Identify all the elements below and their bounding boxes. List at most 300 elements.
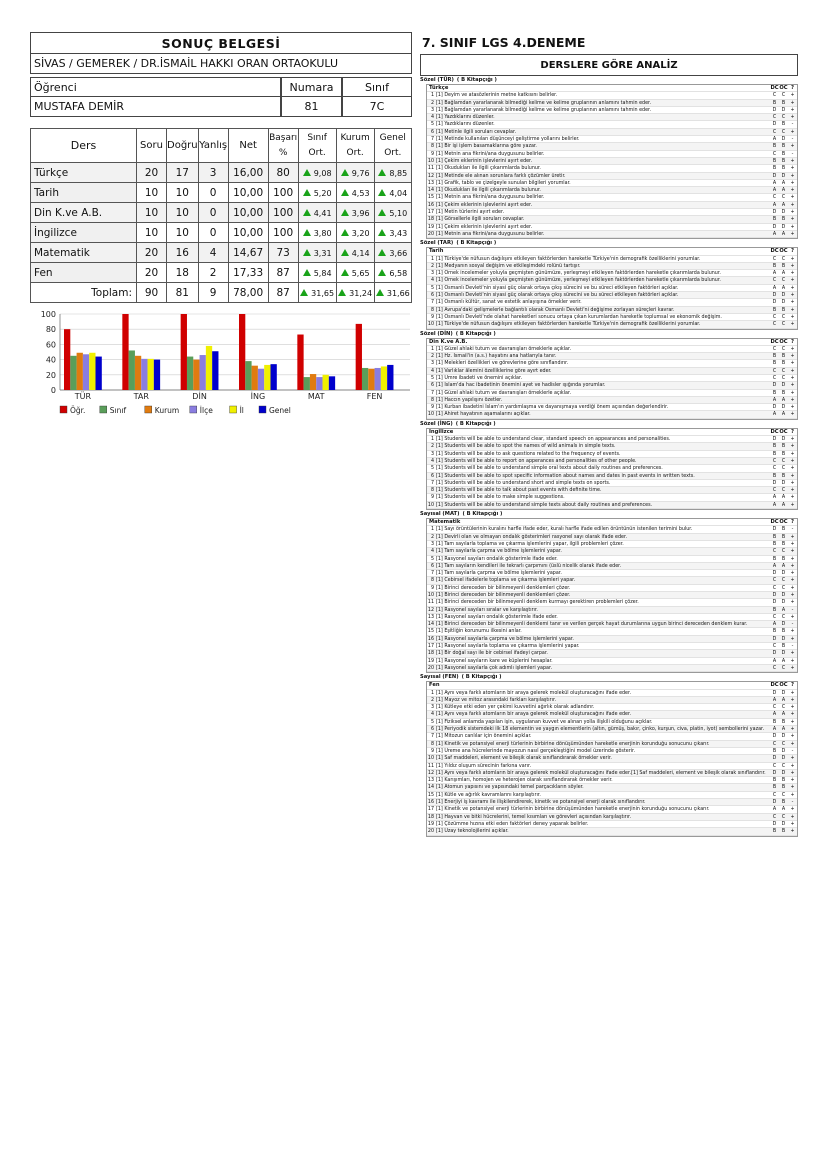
booklet-label: ( B Kitapçığı ) [462, 511, 503, 518]
outcome-text: [1] Osmanlı Devleti'nin siyasi güç olarak ortaya çıkış sürecini ve bu süreci etkileyen faktörleri açıklar. [436, 293, 679, 299]
average-value: 5,20 [313, 188, 332, 198]
question-row [427, 353, 797, 360]
yanlis-cell: 0 [198, 223, 228, 243]
question-number: 8 [430, 741, 434, 747]
question-number: 4 [430, 368, 434, 374]
analysis-table [426, 428, 798, 510]
student-answer: D [781, 383, 786, 389]
outcome-text: [1] Bir doğal sayı ile bir cebirsel ifadeyi çarpar. [436, 651, 548, 657]
dogru-cell: 18 [167, 263, 199, 283]
question-number: 7 [430, 571, 434, 577]
bar [271, 364, 277, 390]
outcome-text: [1] Rasyonel sayılarla çok adımlı işlemleri yapar. [436, 665, 553, 671]
result-mark: + [790, 412, 795, 418]
average-value: 5,84 [313, 268, 332, 278]
outcome-text: [1] Aynı veya farklı atomların bir araya gelerek molekül oluşturacağını ifade eder.[1] Saf maddeleri, element ve bileşik olarak sınıflandırır. [436, 770, 766, 776]
result-mark: + [790, 600, 795, 606]
result-mark: + [790, 502, 795, 508]
outcome-text: [1] Birinci dereceden bir bilinmeyenli denklemleri çözer. [436, 585, 571, 591]
legend-swatch [100, 406, 107, 413]
question-row [427, 777, 797, 784]
question-row [427, 136, 797, 143]
trend-up-icon [303, 209, 311, 216]
average-value: 3,96 [351, 208, 370, 218]
correct-answer: B [772, 166, 777, 172]
question-row [427, 636, 797, 643]
result-mark: + [790, 93, 795, 99]
correct-answer: A [772, 502, 777, 508]
question-row [427, 194, 797, 201]
correct-answer: D [772, 437, 777, 443]
average-value: 8,85 [389, 168, 408, 178]
correct-answer: D [772, 734, 777, 740]
col-result-header: ? [790, 248, 794, 255]
net-cell: 78,00 [228, 283, 268, 303]
outcome-text: [1] Aynı veya farklı atomların bir araya gelerek molekül oluşturacağını ifade eder. [436, 712, 632, 718]
subject-name: Fen [31, 263, 137, 283]
correct-answer: B [772, 361, 777, 367]
outcome-text: [1] Medyanın sosyal değişim ve etkileşimdeki rolünü tartışır. [436, 263, 581, 269]
student-answer: D [781, 821, 786, 827]
student-answer: C [781, 314, 786, 320]
result-mark: + [790, 488, 795, 494]
question-row [427, 577, 797, 584]
col-oc-header: ÖC [779, 519, 788, 526]
col-oc-header: ÖC [779, 85, 788, 91]
result-mark: + [790, 785, 795, 791]
sinif-average [298, 163, 336, 183]
outcome-text: [1] Hz. İsmail'in (a.s.) hayatını ana hatlarıyla tanır. [436, 354, 557, 360]
question-number: 12 [427, 607, 434, 613]
student-answer: D [781, 748, 786, 754]
question-number: 18 [427, 651, 434, 657]
col-result-header: ? [790, 682, 794, 689]
dogru-cell: 81 [167, 283, 199, 303]
question-number: 1 [430, 93, 434, 99]
outcome-text: [1] Osmanlı Devleti'nin siyasi güç olarak ortaya çıkış sürecini ve bu süreci etkileyen faktörleri açıklar. [436, 285, 679, 291]
question-number: 13 [427, 180, 434, 186]
bar [64, 329, 70, 390]
question-row [427, 650, 797, 657]
student-answer: C [781, 578, 786, 584]
net-cell: 14,67 [228, 243, 268, 263]
y-tick-label: 80 [45, 325, 56, 335]
correct-answer: A [772, 563, 777, 569]
result-mark: + [790, 144, 795, 150]
outcome-text: [1] Students will be able to talk about past events with definite time. [436, 488, 602, 494]
subject-name: Matematik [31, 243, 137, 263]
average-value: 31,24 [349, 288, 373, 298]
result-mark: + [790, 480, 795, 486]
col-genel: Genel Ort. [374, 129, 411, 163]
average-value: 9,08 [313, 168, 332, 178]
x-tick-label: TAR [133, 392, 149, 401]
question-number: 5 [430, 556, 434, 562]
question-row [427, 397, 797, 404]
question-row [427, 570, 797, 577]
student-answer: B [781, 307, 786, 313]
question-number: 8 [430, 578, 434, 584]
question-row [427, 726, 797, 733]
student-answer: D [781, 734, 786, 740]
correct-answer: D [772, 405, 777, 411]
outcome-text: [1] Enerjiyi iş kavramı ile ilişkilendirerek, kinetik ve potansiyel enerji olarak sınıflandırır. [436, 800, 646, 806]
bar [252, 366, 258, 390]
correct-answer: C [772, 585, 777, 591]
result-mark: + [790, 734, 795, 740]
average-value: 4,53 [351, 188, 370, 198]
correct-answer: C [772, 458, 777, 464]
section-label: Sözel (DİN) [420, 330, 453, 337]
result-mark: + [790, 361, 795, 367]
question-row [427, 202, 797, 209]
question-number: 14 [427, 785, 434, 791]
student-number: 81 [281, 97, 342, 117]
correct-answer: A [772, 658, 777, 664]
question-row [427, 209, 797, 216]
basari-cell: 73 [268, 243, 298, 263]
question-row [427, 599, 797, 606]
question-number: 1 [430, 527, 434, 533]
question-number: 5 [430, 122, 434, 128]
question-row [427, 368, 797, 375]
correct-answer: A [772, 137, 777, 143]
result-mark: - [791, 748, 794, 754]
kurum-average [336, 223, 374, 243]
question-row [427, 180, 797, 187]
result-mark: - [791, 800, 794, 806]
genel-average [374, 183, 411, 203]
result-mark: - [791, 622, 794, 628]
correct-answer: B [772, 144, 777, 150]
correct-answer: A [772, 412, 777, 418]
average-value: 31,65 [311, 288, 335, 298]
bar [193, 360, 199, 390]
result-mark: + [790, 556, 795, 562]
outcome-text: [1] Tam sayılarla toplama ve çıkarma işlemlerini yapar, ilgili problemleri çözer. [436, 541, 624, 547]
student-answer: B [781, 785, 786, 791]
question-number: 16 [427, 202, 434, 208]
analysis-table [426, 84, 798, 239]
net-cell: 10,00 [228, 203, 268, 223]
correct-answer: B [772, 451, 777, 457]
student-answer: D [781, 651, 786, 657]
question-row [427, 458, 797, 465]
question-number: 7 [430, 137, 434, 143]
section-label: Sayısal (FEN) [420, 674, 459, 681]
question-number: 11 [427, 166, 434, 172]
question-number: 12 [427, 173, 434, 179]
question-number: 11 [427, 763, 434, 769]
table-row [31, 223, 412, 243]
result-mark: + [790, 100, 795, 106]
outcome-text: [1] Yazdıklarını düzenler. [436, 115, 495, 121]
correct-answer: D [772, 527, 777, 533]
outcome-text: [1] Eşitliğin korunumu ilkesini anlar. [436, 629, 522, 635]
outcome-text: [1] Students will be able to understand short and simple texts on sports. [436, 480, 611, 486]
trend-up-icon [378, 209, 386, 216]
trend-up-icon [338, 289, 346, 296]
trend-up-icon [376, 289, 384, 296]
result-mark: + [790, 829, 795, 835]
question-row [427, 187, 797, 194]
trend-up-icon [303, 169, 311, 176]
bar [316, 377, 322, 390]
legend-label: Sınıf [109, 406, 127, 415]
legend-swatch [259, 406, 266, 413]
question-row [427, 585, 797, 592]
trend-up-icon [303, 229, 311, 236]
result-mark: + [790, 705, 795, 711]
student-answer: D [781, 756, 786, 762]
correct-answer: A [772, 285, 777, 291]
student-answer: C [781, 368, 786, 374]
yanlis-cell: 2 [198, 263, 228, 283]
question-row [427, 473, 797, 480]
results-bar-chart [30, 310, 412, 430]
result-mark: + [790, 690, 795, 696]
genel-average [374, 243, 411, 263]
student-answer: D [781, 300, 786, 306]
result-mark: + [790, 293, 795, 299]
bar [304, 377, 310, 390]
analysis-title: DERSLERE GÖRE ANALİZ [420, 54, 798, 76]
result-mark: + [790, 180, 795, 186]
average-value: 3,43 [389, 228, 408, 238]
result-mark: + [790, 271, 795, 277]
outcome-text: [1] Metinde ele alınan sorunlara farklı çözümler üretir. [436, 173, 566, 179]
col-dc-header: DC [770, 682, 779, 689]
question-number: 3 [430, 361, 434, 367]
correct-answer: A [772, 188, 777, 194]
result-mark: + [790, 397, 795, 403]
net-cell: 16,00 [228, 163, 268, 183]
student-answer: B [781, 719, 786, 725]
correct-answer: C [772, 792, 777, 798]
result-mark: + [790, 629, 795, 635]
yanlis-cell: 3 [198, 163, 228, 183]
question-row [427, 165, 797, 172]
student-answer: D [781, 622, 786, 628]
outcome-text: [1] Metnin ana fikrini/ana duygusunu belirler. [436, 195, 545, 201]
outcome-text: [1] Metin türlerini ayırt eder. [436, 210, 505, 216]
result-mark: + [790, 571, 795, 577]
question-row [427, 114, 797, 121]
legend-swatch [60, 406, 67, 413]
correct-answer: D [772, 122, 777, 128]
correct-answer: B [772, 100, 777, 106]
outcome-text: [1] Kurban ibadetini İslam'ın yardımlaşma ve dayanışmaya verdiği önem açısından değerlendirir. [436, 405, 669, 411]
question-row [427, 556, 797, 563]
student-answer: C [781, 322, 786, 328]
student-answer: B [781, 151, 786, 157]
student-answer: B [781, 800, 786, 806]
question-row [427, 770, 797, 777]
student-answer: B [781, 527, 786, 533]
correct-answer: A [772, 397, 777, 403]
student-answer: A [781, 397, 786, 403]
question-number: 15 [427, 629, 434, 635]
col-oc-header: ÖC [779, 248, 788, 255]
student-answer: D [781, 210, 786, 216]
section-header [420, 77, 798, 84]
question-row [427, 263, 797, 270]
result-mark: + [790, 770, 795, 776]
question-row [427, 314, 797, 321]
net-cell: 10,00 [228, 183, 268, 203]
question-row [427, 224, 797, 231]
correct-answer: D [772, 210, 777, 216]
result-mark: - [791, 527, 794, 533]
student-answer: A [781, 202, 786, 208]
question-row [427, 526, 797, 533]
correct-answer: D [772, 636, 777, 642]
analysis-table [426, 247, 798, 329]
student-answer: B [781, 556, 786, 562]
result-mark: + [790, 107, 795, 113]
question-number: 5 [430, 466, 434, 472]
student-answer: D [781, 600, 786, 606]
table-row [31, 183, 412, 203]
question-number: 3 [430, 271, 434, 277]
result-mark: + [790, 763, 795, 769]
booklet-label: ( B Kitapçığı ) [456, 77, 497, 83]
result-mark: + [790, 458, 795, 464]
result-panel [30, 32, 412, 303]
result-mark: + [790, 593, 795, 598]
question-row [427, 451, 797, 458]
correct-answer: D [772, 593, 777, 598]
result-mark: + [790, 202, 795, 208]
net-cell: 17,33 [228, 263, 268, 283]
section-label: Sözel (TÜR) [420, 77, 454, 83]
analysis-table-header [427, 519, 797, 526]
question-number: 14 [427, 622, 434, 628]
student-answer: B [781, 361, 786, 367]
section-header [420, 421, 798, 428]
result-mark: + [790, 807, 795, 813]
correct-answer: C [772, 129, 777, 135]
correct-answer: A [772, 622, 777, 628]
student-answer: D [781, 636, 786, 642]
outcome-text: [1] Students will be able to understand simple oral texts about daily routines and preferences. [436, 466, 663, 472]
student-answer: B [781, 451, 786, 457]
trend-up-icon [300, 289, 308, 296]
student-answer: A [781, 180, 786, 186]
result-mark: + [790, 585, 795, 591]
student-answer: C [781, 93, 786, 99]
genel-average [374, 263, 411, 283]
result-mark: + [790, 354, 795, 360]
bar [381, 366, 387, 390]
student-answer: B [781, 390, 786, 396]
student-answer: C [781, 458, 786, 464]
analysis-table-header [427, 248, 797, 255]
correct-answer: B [772, 829, 777, 835]
table-row [31, 163, 412, 183]
question-row [427, 256, 797, 263]
col-dc-header: DC [770, 338, 779, 345]
question-number: 1 [430, 690, 434, 696]
result-mark: + [790, 263, 795, 269]
question-row [427, 643, 797, 650]
result-mark: + [790, 188, 795, 194]
trend-up-icon [378, 189, 386, 196]
basari-cell: 87 [268, 263, 298, 283]
trend-up-icon [341, 269, 349, 276]
student-answer: D [781, 571, 786, 577]
outcome-text: [1] Mitozun canlılar için önemini açıklar. [436, 734, 532, 740]
correct-answer: C [772, 346, 777, 352]
trend-up-icon [303, 189, 311, 196]
outcome-text: [1] Aynı veya farklı atomların bir araya gelerek molekül oluşturacağını ifade eder. [436, 690, 632, 696]
question-number: 6 [430, 727, 434, 733]
student-answer: B [781, 144, 786, 150]
result-mark: + [790, 217, 795, 223]
student-answer: C [781, 256, 786, 262]
result-mark: + [790, 636, 795, 642]
outcome-text: [1] Üreme ana hücrelerinde mayozun nasıl gerçekleştiğini model üzerinde gösterir. [436, 748, 636, 754]
question-number: 16 [427, 800, 434, 806]
col-yanlis: Yanlış [198, 129, 228, 163]
trend-up-icon [341, 249, 349, 256]
col-result-header: ? [790, 338, 794, 345]
outcome-text: [1] Metnin ana fikrini/ana duygusunu belirler. [436, 231, 545, 237]
basari-cell: 100 [268, 183, 298, 203]
col-dc-header: DC [770, 248, 779, 255]
question-number: 15 [427, 195, 434, 201]
average-value: 3,66 [389, 248, 408, 258]
result-mark: + [790, 231, 795, 237]
question-row [427, 621, 797, 628]
outcome-text: [1] Haccın yapılışını özetler. [436, 397, 503, 403]
correct-answer: B [772, 158, 777, 164]
result-mark: + [790, 466, 795, 472]
outcome-text: [1] Varlıklar âlemini özelliklerine göre ayırt eder. [436, 368, 552, 374]
result-mark: + [790, 821, 795, 827]
student-answer: C [781, 115, 786, 121]
outcome-text: [1] Rasyonel sayılarla toplama ve çıkarma işlemlerini yapar. [436, 644, 580, 650]
y-tick-label: 40 [45, 355, 56, 365]
outcome-text: [1] Avrupa'daki gelişmelerle bağlantılı olarak Osmanlı Devleti'ni değişime zorlayan süreçleri kavrar. [436, 307, 675, 313]
question-number: 9 [430, 585, 434, 591]
question-number: 3 [430, 451, 434, 457]
sinif-average [298, 203, 336, 223]
question-number: 2 [430, 100, 434, 106]
student-answer: D [781, 405, 786, 411]
question-row [427, 719, 797, 726]
question-number: 4 [430, 115, 434, 121]
correct-answer: D [772, 224, 777, 230]
bar [239, 314, 245, 390]
outcome-text: [1] Tam sayıların kendileri ile tekrarlı çarpımını (üslü nicelik olarak ifade eder. [436, 563, 622, 569]
outcome-text: [1] Grafik, tablo ve çizelgeyle sunulan bilgileri yorumlar. [436, 180, 571, 186]
outcome-text: [1] Kinetik ve potansiyel enerji türlerinin birbirine dönüşümünden hareketle enerjinin korunduğu sonucunu çıkarır. [436, 741, 710, 747]
question-number: 9 [430, 151, 434, 157]
student-answer: C [781, 585, 786, 591]
document-title: SONUÇ BELGESİ [30, 32, 412, 54]
kurum-average [336, 283, 374, 303]
outcome-text: [1] Osmanlı Devleti'nde olahat hareketleri sonucu ortaya çıkan kurumlardan hareketle toplumsal ve ekonomik değişim. [436, 314, 722, 320]
correct-answer: B [772, 629, 777, 635]
student-answer: C [781, 129, 786, 135]
average-value: 6,58 [389, 268, 408, 278]
outcome-text: [1] Türkiye'de nüfusun dağılışını etkileyen faktörlerden hareketle Türkiye'nin demografik özelliklerini yorumlar. [436, 322, 701, 328]
result-mark: + [790, 115, 795, 121]
trend-up-icon [303, 269, 311, 276]
question-row [427, 487, 797, 494]
trend-up-icon [341, 169, 349, 176]
